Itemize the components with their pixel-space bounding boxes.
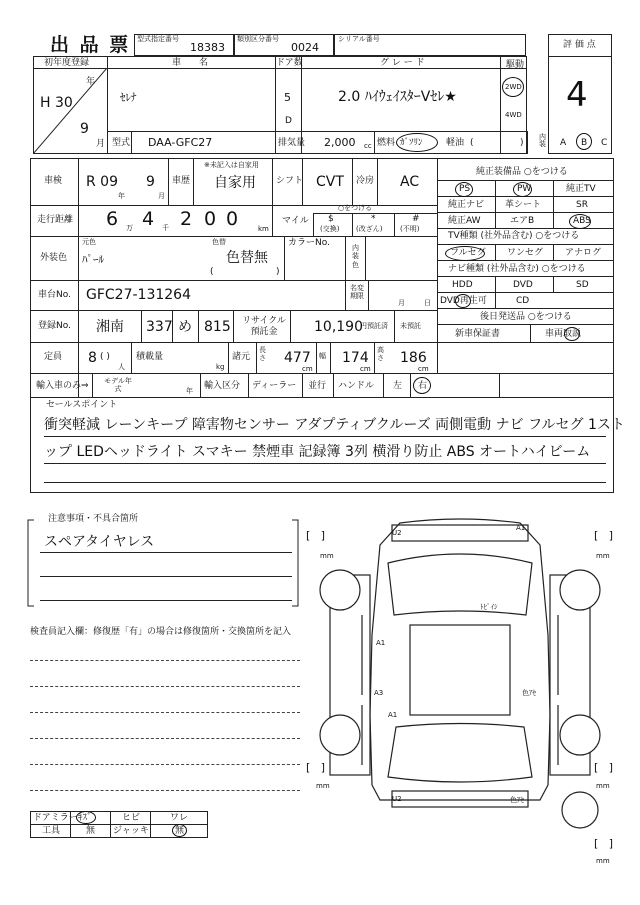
unknown-label: (不明) <box>400 225 420 233</box>
parallel-option: 並行 <box>308 381 327 391</box>
navi-sd: SD <box>576 280 589 290</box>
ac-value: AC <box>400 174 420 190</box>
color-no-label: カラーNo. <box>288 238 330 248</box>
tv-oneseg: ワンセグ <box>507 248 544 258</box>
doors-type: D <box>285 116 292 126</box>
mm-spare: mm <box>596 857 610 865</box>
mm-rl: mm <box>316 782 330 790</box>
diagram-mark-u2-rear: U2 <box>392 795 402 803</box>
tv-analog: アナログ <box>565 248 602 258</box>
capacity-value: 8 <box>88 350 97 366</box>
displacement-value: 2,000 <box>324 136 356 149</box>
mirror-value: ｷｽﾞ <box>78 813 92 823</box>
interior-b-circle <box>576 133 592 150</box>
equip-abs: ABS <box>573 216 591 226</box>
navi-title: ナビ種類 (社外品含む) ○をつける <box>448 264 586 274</box>
repaint-value: 色替無 <box>226 250 268 266</box>
chassis-label: 車台No. <box>38 290 71 300</box>
handle-right: 右 <box>418 381 428 391</box>
equip-pw-circle <box>513 182 532 197</box>
category-no: 0024 <box>291 41 319 54</box>
notes-text: スペアタイヤレス <box>44 534 155 550</box>
recycle-label: リサイクル預託金 <box>242 316 286 337</box>
model-year-label: モデル年式 <box>104 377 132 394</box>
later-manual: 車両取説 <box>545 329 582 339</box>
inspector-label: 検査員記入欄：修復歴「有」の場合は修復箇所・交換箇所を記入 <box>30 627 292 637</box>
mileage-sen-unit: 千 <box>162 224 169 232</box>
rating-value: 4 <box>566 75 588 115</box>
height-cm: cm <box>418 365 429 373</box>
mm-rr: mm <box>596 782 610 790</box>
model-cert-label: 型式指定番号 <box>137 35 179 43</box>
model-cert-no: 18383 <box>190 41 225 54</box>
tv-title: TV種類 (社外品含む) ○をつける <box>448 231 580 241</box>
history-value: 自家用 <box>214 175 256 191</box>
equip-genuine-navi: 純正ナビ <box>448 200 485 210</box>
drive-label: 駆動 <box>506 60 525 70</box>
mileage-digit-2: 4 <box>142 208 155 230</box>
capacity-unit: 人 <box>118 363 125 371</box>
interior-color-label: 内装色 <box>352 244 359 269</box>
bracket-fl: [ ] <box>306 529 326 542</box>
mileage-digit-1: 6 <box>106 208 119 230</box>
bracket-rl: [ ] <box>306 761 326 774</box>
exchange-sym: $ <box>328 214 334 224</box>
navi-dvd: DVD <box>513 280 533 290</box>
interior-c: C <box>601 138 608 148</box>
equip-leather: 革シート <box>505 200 542 210</box>
page-title: 出 品 票 <box>50 34 131 56</box>
mirror-label: ドアミラー <box>33 813 78 823</box>
diagram-mark-a3: A3 <box>374 689 384 697</box>
dealer-option: ディーラー <box>252 381 297 391</box>
ac-label: 冷房 <box>356 176 375 186</box>
inspection-month-unit: 月 <box>158 192 165 200</box>
rating-label: 評 価 点 <box>563 40 596 50</box>
height-label: 高さ <box>377 346 384 363</box>
history-note: ※未記入は自家用 <box>204 161 259 169</box>
sales-line-1: 衝突軽減 レーンキープ 障害物センサー アダプティブクルーズ 両側電動 ナビ フルセグ 1スト <box>44 417 625 433</box>
inspection-month: 9 <box>146 174 155 190</box>
doors-label: ドア数 <box>276 58 303 68</box>
mileage-digit-5: 0 <box>226 208 239 230</box>
exchange-label: (交換) <box>320 225 340 233</box>
recycle-unpaid: 未預託 <box>400 322 421 330</box>
reg-kana: め <box>178 319 192 335</box>
diagram-mark-chip: ﾄﾋﾟｲｼ <box>480 603 498 611</box>
diagram-mark-u2-front: U2 <box>392 529 402 537</box>
tv-fullseg-circle <box>445 246 485 261</box>
diagram-mark-a1-front: A1 <box>516 524 526 532</box>
equip-pw: PW <box>517 184 532 194</box>
navi-dvd-play: DVD再生可 <box>440 296 487 306</box>
handle-right-circle <box>413 377 431 394</box>
unknown-sym: # <box>412 214 420 224</box>
inspection-value: R 09 <box>86 174 118 190</box>
later-title: 後日発送品 ○をつける <box>480 312 572 322</box>
repaint-label: 色替 <box>212 238 226 246</box>
equip-abs-circle <box>569 214 591 229</box>
capacity-paren: ( ) <box>100 352 110 362</box>
mileage-digit-3: 2 <box>180 208 193 230</box>
jack-value: 無 <box>175 826 185 836</box>
mileage-label: 走行距離 <box>37 215 74 225</box>
bracket-spare: [ ] <box>594 837 614 850</box>
length-value: 477 <box>284 350 311 366</box>
sales-label: セールスポイント <box>46 400 118 410</box>
doors-value: 5 <box>284 91 291 104</box>
fuel-paren-open: ( <box>470 138 474 148</box>
diagram-mark-fade-rear: 色ｱｾ <box>510 796 524 804</box>
repaint-paren-open: ( <box>210 267 214 277</box>
navi-cd: CD <box>516 296 530 306</box>
mm-fl: mm <box>320 552 334 560</box>
import-label: 輸入車のみ⇒ <box>36 381 89 391</box>
model-value: DAA-GFC27 <box>148 136 213 149</box>
mm-fr: mm <box>596 552 610 560</box>
first-reg-label: 初年度登録 <box>44 58 90 68</box>
notes-bracket <box>26 518 300 608</box>
later-manual-circle <box>564 327 580 341</box>
first-reg-era: H 30 <box>40 95 73 111</box>
load-label: 積載量 <box>136 352 164 362</box>
mark-note: ○をつける <box>338 204 373 212</box>
name-change-month: 月 <box>398 299 405 307</box>
shift-label: シフト <box>276 176 304 186</box>
interior-a: A <box>560 138 567 148</box>
jack-value-circle <box>172 824 187 837</box>
diagram-mark-fade-right: 色ｱｾ <box>522 689 536 697</box>
mileage-digit-4: 0 <box>204 208 217 230</box>
inspection-year-unit: 年 <box>118 192 125 200</box>
mileage-man-unit: 万 <box>126 224 133 232</box>
fuel-gasoline: ｶﾞｿﾘﾝ <box>400 138 423 148</box>
capacity-label: 定員 <box>44 352 63 362</box>
drive-2wd-circle <box>502 77 524 97</box>
displacement-cc: cc <box>364 142 372 150</box>
interior-b: B <box>581 138 588 148</box>
car-name: ｾﾚﾅ <box>120 91 137 104</box>
handle-left: 左 <box>393 381 403 391</box>
width-label: 幅 <box>319 352 326 360</box>
length-cm: cm <box>302 365 313 373</box>
mileage-km-unit: km <box>258 225 269 233</box>
orig-color-value: ﾊﾟｰﾙ <box>82 253 104 266</box>
break-label: ワレ <box>170 813 189 823</box>
car-name-label: 車 名 <box>172 58 209 68</box>
fuel-label: 燃料 <box>377 138 396 148</box>
fuel-gasoline-circle <box>396 133 438 152</box>
car-diagram <box>300 515 615 865</box>
diagram-mark-a1-left2: A1 <box>388 711 398 719</box>
category-label: 類別区分番号 <box>237 35 279 43</box>
notes-label: 注意事項・不具合箇所 <box>48 514 139 524</box>
navi-hdd: HDD <box>452 280 473 290</box>
handle-label: ハンドル <box>338 381 375 391</box>
drive-4wd: 4WD <box>505 111 522 119</box>
orig-color-label: 元色 <box>82 238 96 246</box>
drive-2wd: 2WD <box>505 83 522 91</box>
reg-area: 湘南 <box>96 319 124 335</box>
jack-label: ジャッキ <box>113 826 149 836</box>
fuel-diesel: 軽油 <box>446 138 465 148</box>
first-reg-year-unit: 年 <box>86 77 96 87</box>
name-change-label: 名変期限 <box>350 284 364 301</box>
length-label: 長さ <box>259 346 266 363</box>
diagram-mark-a1-left: A1 <box>376 639 386 647</box>
grade-value: 2.0 ﾊｲｳｪｲｽﾀｰVｾﾚ★ <box>338 89 457 105</box>
genuine-title: 純正装備品 ○をつける <box>476 167 568 177</box>
bracket-fr: [ ] <box>594 529 614 542</box>
recycle-value: 10,190 <box>314 319 363 335</box>
bracket-rr: [ ] <box>594 761 614 774</box>
reg-label: 登録No. <box>38 321 71 331</box>
mirror-value-circle <box>76 811 96 824</box>
history-label: 車歴 <box>172 176 191 186</box>
import-type-label: 輸入区分 <box>204 381 241 391</box>
reg-class: 337 <box>146 319 173 335</box>
displacement-label: 排気量 <box>278 138 306 148</box>
inspection-label: 車検 <box>44 176 63 186</box>
tools-label: 工具 <box>42 826 61 836</box>
load-unit: kg <box>216 363 225 371</box>
equip-genuine-tv: 純正TV <box>566 184 596 194</box>
width-cm: cm <box>360 365 371 373</box>
equip-genuine-aw: 純正AW <box>448 216 481 226</box>
interior-label: 内装 <box>539 133 546 148</box>
model-label: 型式 <box>112 138 131 148</box>
mile-label: マイル <box>282 216 309 226</box>
equip-sr: SR <box>576 200 588 210</box>
later-warranty: 新車保証書 <box>455 329 501 339</box>
tv-fullseg: フルセグ <box>450 248 486 258</box>
sales-line-2: ップ LEDヘッドライト スマキー 禁煙車 記録簿 3列 横滑り防止 ABS オートハイビーム <box>44 444 591 460</box>
shift-value: CVT <box>316 174 344 190</box>
chassis-value: GFC27-131264 <box>86 287 191 303</box>
first-reg-month: 9 <box>80 121 89 137</box>
grade-label: グ レ ー ド <box>380 58 425 68</box>
equip-airbag: エアB <box>510 216 535 226</box>
tools-value: 無 <box>86 826 96 836</box>
first-reg-month-unit: 月 <box>96 139 106 149</box>
repaint-paren-close: ) <box>276 267 280 277</box>
fuel-paren-close: ) <box>520 138 524 148</box>
dims-label: 諸元 <box>232 352 251 362</box>
recycle-unit: 円預託済 <box>360 322 388 330</box>
equip-ps: PS <box>459 184 471 194</box>
model-year-unit: 年 <box>186 387 193 395</box>
height-value: 186 <box>400 350 427 366</box>
equip-ps-circle <box>455 182 473 197</box>
tamper-label: (改ざん) <box>356 225 383 233</box>
name-change-day: 日 <box>424 299 431 307</box>
reg-no: 815 <box>204 319 231 335</box>
navi-dvd-play-circle <box>455 294 471 308</box>
tamper-sym: * <box>371 214 376 224</box>
color-label: 外装色 <box>40 253 68 263</box>
serial-label: シリアル番号 <box>338 35 380 43</box>
width-value: 174 <box>342 350 369 366</box>
crack-label: ヒビ <box>122 813 141 823</box>
